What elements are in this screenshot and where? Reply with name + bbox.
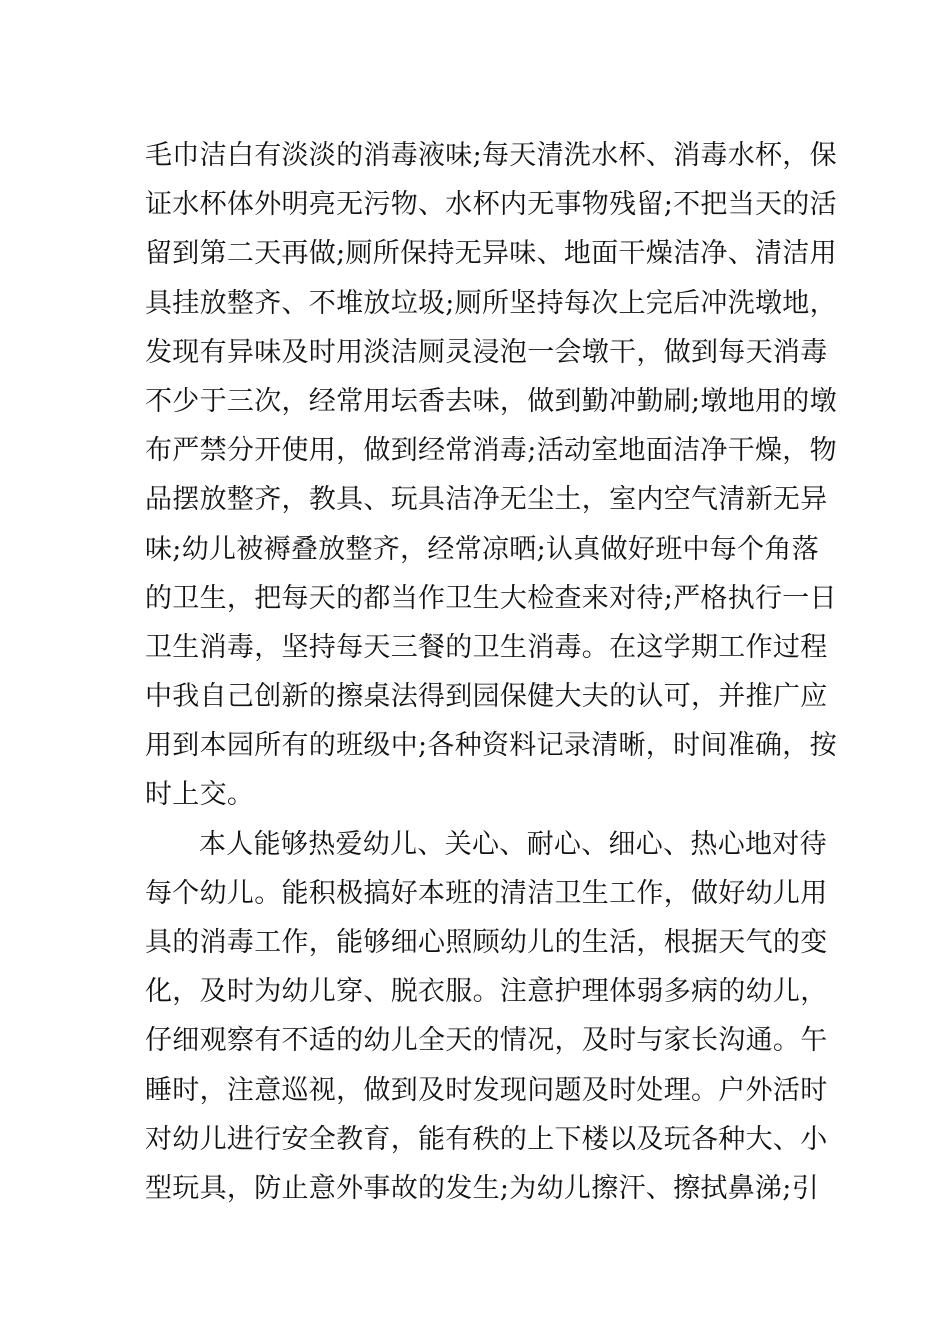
text-line: 用到本园所有的班级中;各种资料记录清晰，时间准确，按 [145, 730, 837, 762]
text-line: 每个幼儿。能积极搞好本班的清洁卫生工作，做好幼儿用 [145, 877, 828, 909]
text-line: 毛巾洁白有淡淡的消毒液味;每天清洗水杯、消毒水杯，保 [145, 140, 837, 171]
text-line: 型玩具，防止意外事故的发生;为幼儿擦汗、擦拭鼻涕;引 [145, 1172, 819, 1204]
text-line: 具挂放整齐、不堆放垃圾;厕所坚持每次上完后冲洗墩地， [145, 287, 837, 319]
text-line: 味;幼儿被褥叠放整齐，经常凉晒;认真做好班中每个角落 [145, 533, 819, 565]
paragraph-first-line: 本人能够热爱幼儿、关心、耐心、细心、热心地对待 [199, 828, 827, 860]
text-line: 化，及时为幼儿穿、脱衣服。注意护理体弱多病的幼儿， [145, 976, 828, 1008]
text-line: 卫生消毒，坚持每天三餐的卫生消毒。在这学期工作过程 [145, 631, 828, 663]
text-line: 证水杯体外明亮无污物、水杯内无事物残留;不把当天的活 [145, 189, 837, 221]
text-line: 品摆放整齐，教具、玩具洁净无尘土，室内空气清新无异 [145, 484, 828, 516]
text-line: 布严禁分开使用，做到经常消毒;活动室地面洁净干燥，物 [145, 435, 837, 467]
text-line: 不少于三次，经常用坛香去味，做到勤冲勤刷;墩地用的墩 [145, 385, 837, 417]
text-line: 具的消毒工作，能够细心照顾幼儿的生活，根据天气的变 [145, 927, 828, 958]
text-line: 仔细观察有不适的幼儿全天的情况，及时与家长沟通。午 [145, 1025, 828, 1057]
body-text [145, 131, 837, 1213]
text-line: 中我自己创新的擦桌法得到园保健大夫的认可，并推广应 [145, 681, 828, 713]
text-line: 留到第二天再做;厕所保持无异味、地面干燥洁净、清洁用 [145, 238, 837, 270]
text-line: 睡时，注意巡视，做到及时发现问题及时处理。户外活时 [145, 1074, 828, 1106]
text-line: 的卫生，把每天的都当作卫生大检查来对待;严格执行一日 [145, 582, 837, 614]
text-line: 时上交。 [145, 779, 255, 811]
text-line: 对幼儿进行安全教育，能有秩的上下楼以及玩各种大、小 [145, 1123, 828, 1155]
text-line: 发现有异味及时用淡洁厕灵浸泡一会墩干，做到每天消毒 [145, 336, 828, 368]
